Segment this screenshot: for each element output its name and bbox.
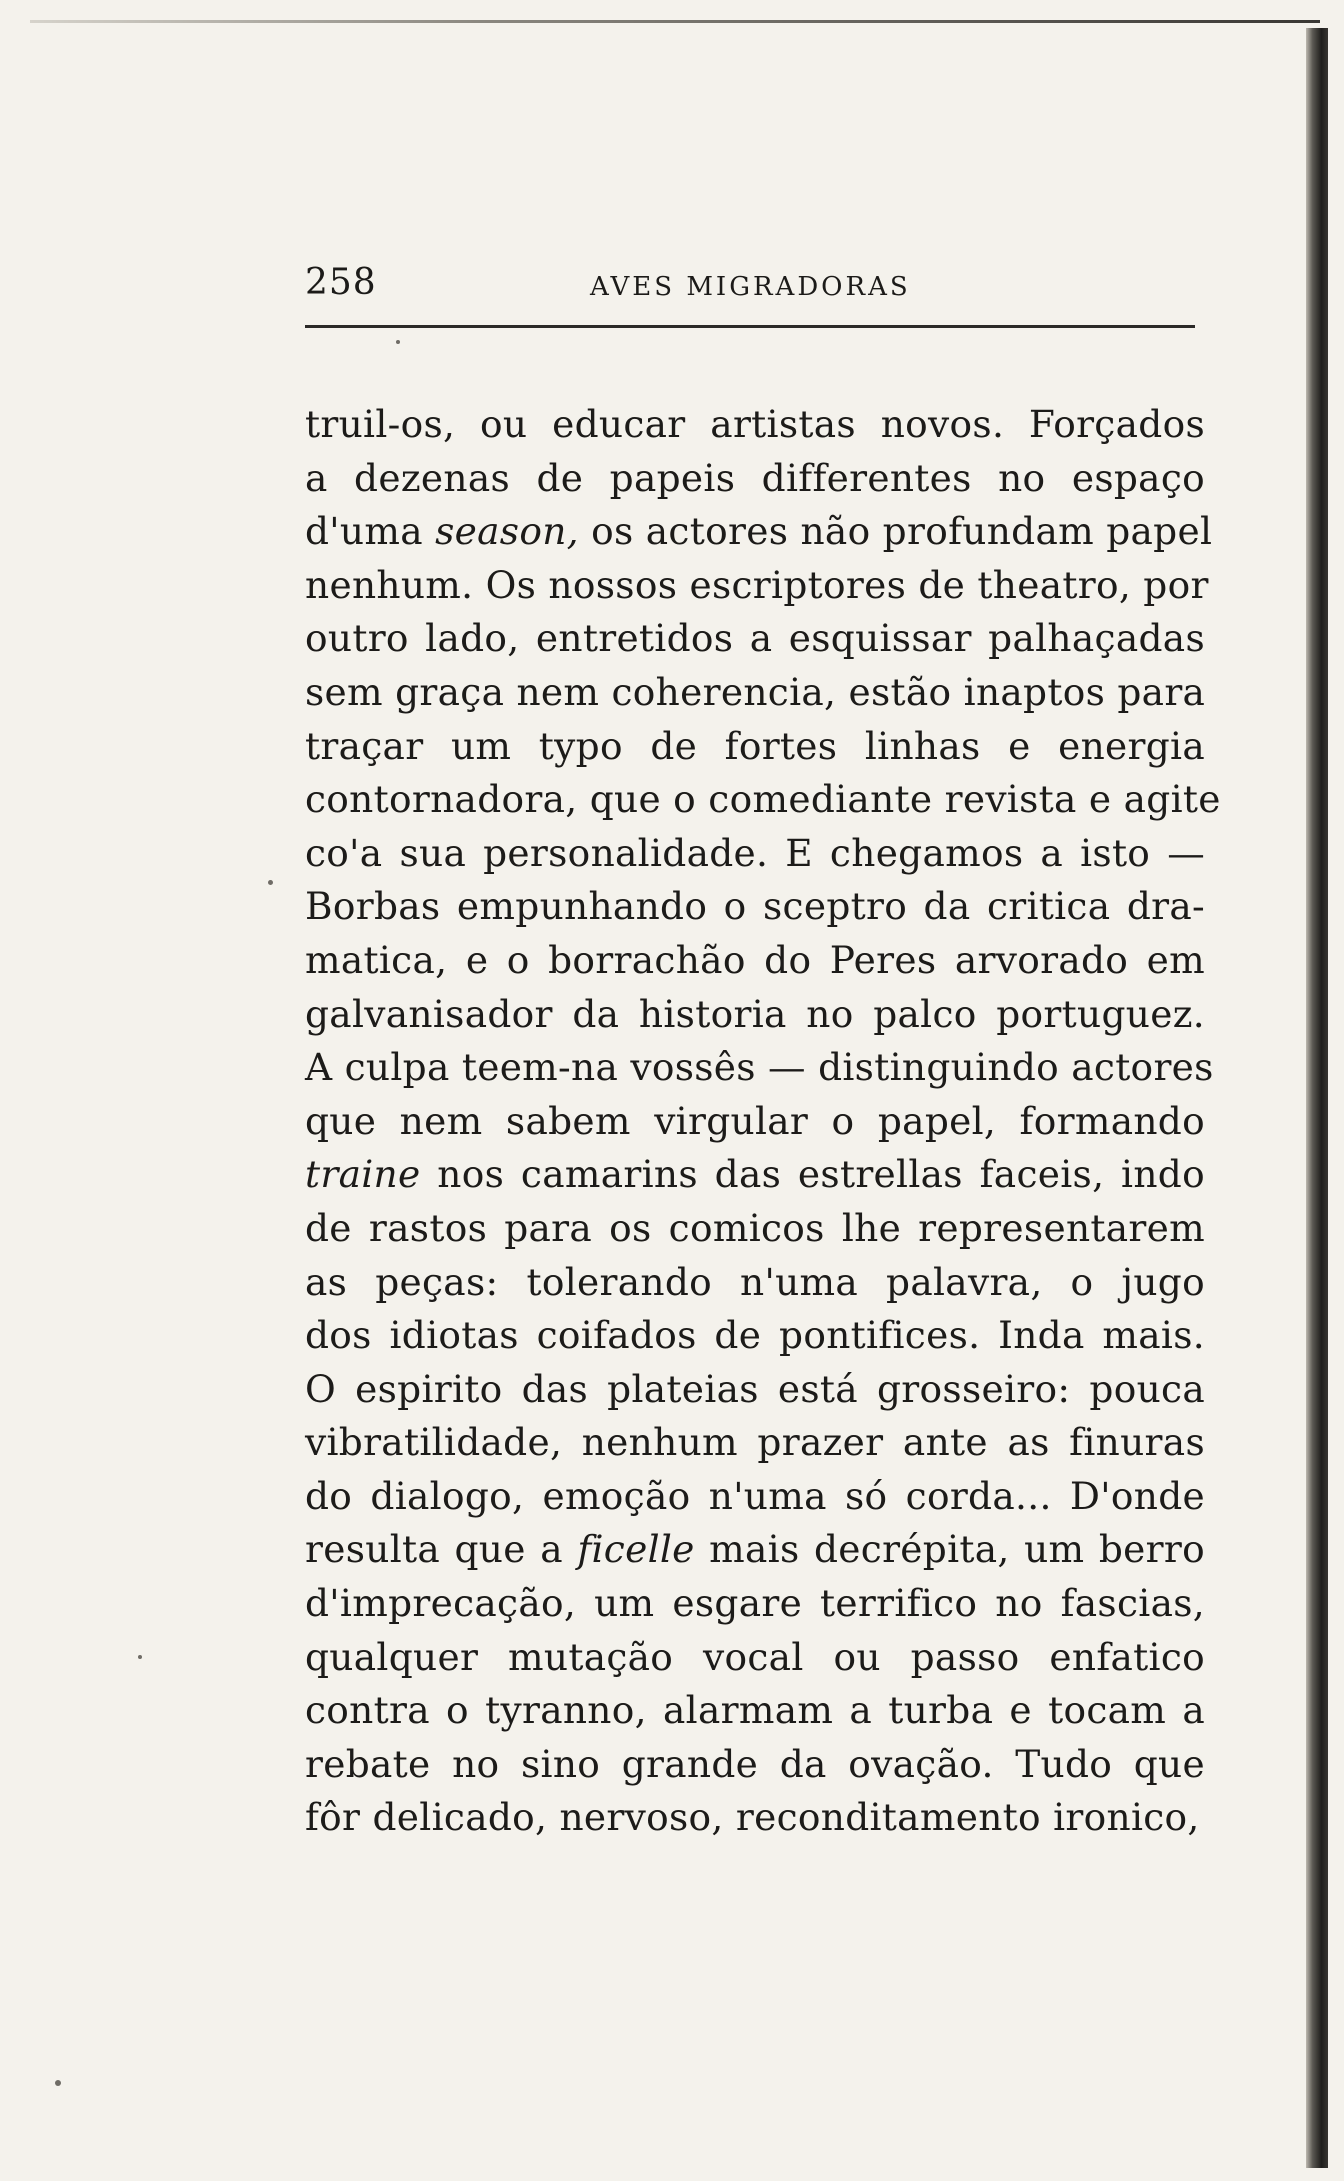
text-line: de rastos para os comicos lhe representarem [305, 1205, 1205, 1250]
text-line: rebate no sino grande da ovação. Tudo que [305, 1741, 1205, 1786]
text-line: as peças: tolerando n'uma palavra, o jugo [305, 1259, 1205, 1304]
text-line: d'uma season, os actores não profundam papel [305, 509, 1213, 554]
scan-top-edge [30, 20, 1320, 23]
italic-term: traine [305, 1152, 421, 1197]
text-line: traçar um typo de fortes linhas e energia [305, 723, 1205, 768]
running-title: AVES MIGRADORAS [590, 272, 911, 302]
text-line: que nem sabem virgular o papel, formando [305, 1098, 1205, 1143]
scan-binding-shadow [1306, 28, 1328, 2168]
text-line: O espirito das plateias está grosseiro: pouca [305, 1366, 1205, 1411]
text-line: co'a sua personalidade. E chegamos a isto — [305, 830, 1205, 875]
text-line: truil-os, ou educar artistas novos. Forçados [305, 402, 1205, 446]
text-line: nenhum. Os nossos escriptores de theatro, por [305, 562, 1209, 607]
text-line: contra o tyranno, alarmam a turba e tocam a [305, 1688, 1205, 1733]
scan-speck [268, 880, 273, 885]
header-rule [305, 325, 1195, 328]
text-line: Borbas empunhando o sceptro da critica dra- [305, 884, 1205, 929]
text-line: traine nos camarins das estrellas faceis, indo [305, 1152, 1205, 1197]
text-line: fôr delicado, nervoso, reconditamento ironico, [305, 1795, 1200, 1840]
scan-speck [396, 340, 400, 344]
text-line: matica, e o borrachão do Peres arvorado em [305, 937, 1205, 982]
text-line: qualquer mutação vocal ou passo enfatico [305, 1634, 1205, 1679]
scan-speck [55, 2080, 61, 2086]
italic-term: ficelle [577, 1527, 695, 1572]
text-line: do dialogo, emoção n'uma só corda... D'onde [305, 1473, 1205, 1518]
body-text [305, 398, 1221, 1845]
scan-speck [138, 1655, 142, 1659]
text-line: sem graça nem coherencia, estão inaptos para [305, 669, 1206, 714]
text-line: d'imprecação, um esgare terrifico no fascias, [305, 1581, 1205, 1626]
text-line: vibratilidade, nenhum prazer ante as finuras [305, 1420, 1205, 1465]
text-line: outro lado, entretidos a esquissar palhaçadas [305, 616, 1205, 661]
text-line: resulta que a ficelle mais decrépita, um berro [305, 1527, 1205, 1572]
text-line: galvanisador da historia no palco portuguez. [305, 991, 1205, 1036]
italic-term: season, [435, 509, 579, 554]
text-line: A culpa teem-na vossês — distinguindo actores [305, 1045, 1214, 1090]
text-line: a dezenas de papeis differentes no espaço [305, 455, 1205, 500]
text-line: dos idiotas coifados de pontifices. Inda mais. [305, 1313, 1205, 1358]
page-number: 258 [305, 262, 377, 303]
running-head [305, 262, 1205, 314]
text-line: contornadora, que o comediante revista e agite [305, 777, 1221, 822]
